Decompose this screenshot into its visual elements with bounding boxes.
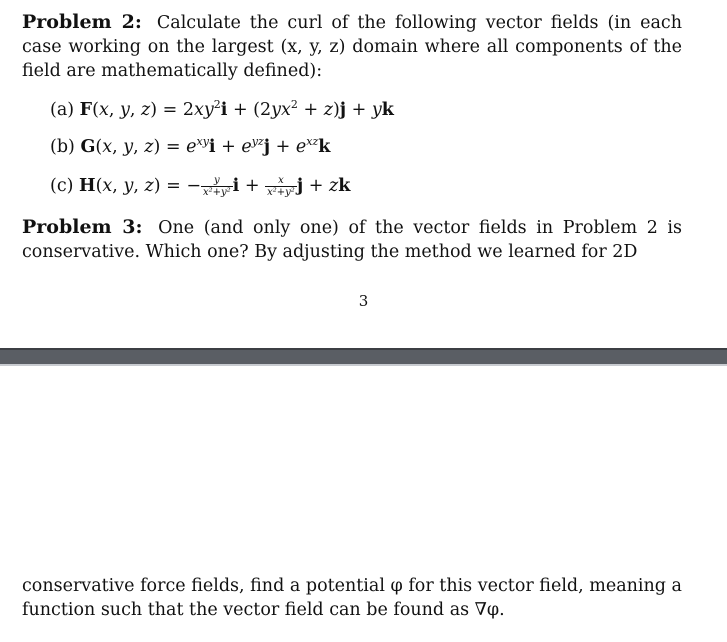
item-a-formula: F(x, y, $z) = 2xy^2i + (2yx^2 + z)j$ + yk xyxy=(79,98,394,120)
item-c-formula: H(x, y, z) = − $\frac{y}{\text{x²+y²}}$ i + $\frac{x}{\text{x²+y²}}$ j + zk xyxy=(79,175,351,198)
problem-2-heading: Problem 2: xyxy=(22,11,142,33)
item-b-label: (b) xyxy=(50,137,75,157)
page-4-top-portion xyxy=(0,366,727,642)
problem-3-statement-part-2 xyxy=(22,574,682,622)
problem-2-item-a xyxy=(50,98,394,122)
problem-3-text-bottom: conservative force fields, find a potential φ for this vector field, meaning a function such that the vector field can be found as ∇φ. xyxy=(22,576,682,620)
problem-2-intro: Calculate the curl of the following vector fields (in each case working on the largest (x, y, z) domain where all components of the field are mathematically defined): xyxy=(22,13,682,81)
problem-2-item-b xyxy=(50,135,330,159)
problem-3-heading: Problem 3: xyxy=(22,216,143,238)
problem-2-item-c xyxy=(50,174,350,198)
page-number: 3 xyxy=(358,292,369,310)
item-a-label: (a) xyxy=(50,100,75,120)
problem-3-statement-part-1 xyxy=(22,215,682,264)
item-b-formula: G(x, y, $z) = e^{xy}i + e^{yz}j + e^{xz}k$ xyxy=(80,135,331,157)
problem-2-statement xyxy=(22,10,682,83)
item-c-label: (c) xyxy=(50,176,74,196)
problem-3-text-top: One (and only one) of the vector fields in Problem 2 is conservative. Which one? By adjusting the method we learned for 2D xyxy=(22,218,682,262)
page-break-divider xyxy=(0,348,727,366)
